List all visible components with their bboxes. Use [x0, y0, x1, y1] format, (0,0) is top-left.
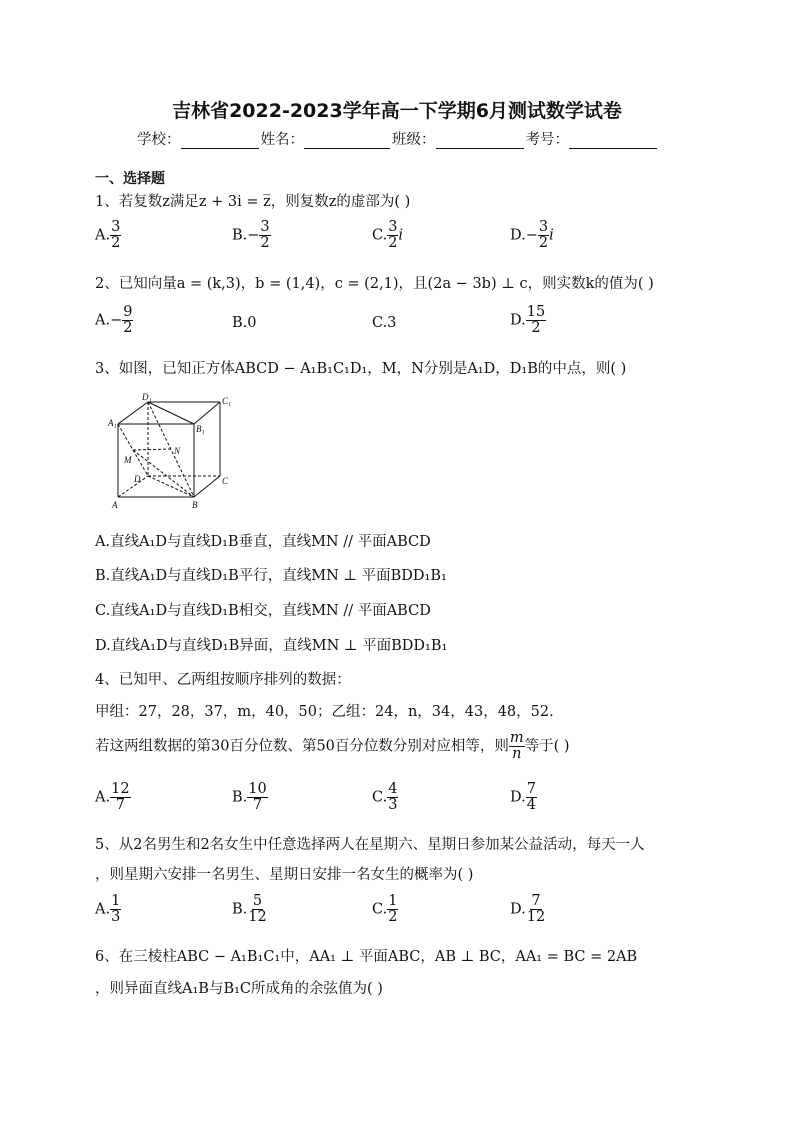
name-label: 姓名： — [260, 132, 304, 148]
class-label: 班级： — [392, 132, 436, 148]
q3-option-a: A.直线A₁D与直线D₁B垂直，直线MN // 平面ABCD — [95, 534, 431, 550]
q1-option-c: C. $\frac{3}{2}$ i — [372, 219, 404, 252]
student-info-line — [0, 128, 794, 149]
q2-option-a: A.− $\frac{9}{2}$ — [95, 304, 133, 337]
q1-option-d: D.− $\frac{3}{2}$ i — [510, 219, 554, 252]
school-label: 学校： — [137, 132, 181, 148]
q4-option-a: A. $\frac{12}{7}$ — [95, 781, 130, 814]
q4-option-d: D. $\frac{7}{4}$ — [510, 781, 536, 814]
cube-diagram — [98, 392, 243, 514]
school-blank — [181, 132, 259, 149]
q2-option-d: D. $\frac{15}{2}$ — [510, 304, 546, 337]
q1-option-b: B.− $\frac{3}{2}$ — [232, 219, 270, 252]
label-b: B — [192, 500, 198, 510]
question-5-line-2: ，则星期六安排一名男生、星期日安排一名女生的概率为( ) — [95, 867, 474, 883]
label-c1: C₁ — [222, 396, 232, 406]
exam-number-label: 考号： — [525, 132, 569, 148]
q1-option-a: A. $\frac{3}{2}$ — [95, 219, 121, 252]
exam-title: 吉林省2022-2023学年高一下学期6月测试数学试卷 — [172, 100, 622, 122]
label-c: C — [222, 476, 229, 486]
question-5-line-1: 5、从2名男生和2名女生中任意选择两人在星期六、星期日参加某公益活动，每天一人 — [95, 837, 645, 853]
name-blank — [304, 132, 390, 149]
label-n: N — [174, 446, 181, 456]
question-6-line-2: ，则异面直线A₁B与B₁C所成角的余弦值为( ) — [95, 981, 383, 997]
label-d1: D₁ — [142, 392, 152, 402]
question-4: 4、已知甲、乙两组按顺序排列的数据： — [95, 672, 351, 688]
q2-option-c: C.3 — [372, 315, 397, 331]
label-b1: B₁ — [196, 424, 205, 434]
q4-option-c: C. $\frac{4}{3}$ — [372, 781, 398, 814]
q2-option-b: B.0 — [232, 315, 257, 331]
question-3: 3、如图，已知正方体ABCD − A₁B₁C₁D₁，M，N分别是A₁D，D₁B的中点，则( ) — [95, 361, 627, 377]
q3-option-d: D.直线A₁D与直线D₁B异面，直线MN ⊥ 平面BDD₁B₁ — [95, 638, 448, 654]
q5-option-c: C. $\frac{1}{2}$ — [372, 893, 398, 926]
class-blank — [436, 132, 524, 149]
q4-question: 若这两组数据的第30百分位数、第50百分位数分别对应相等，则 $\frac{m}{n}$ 等于( ) — [95, 730, 570, 763]
q3-option-b: B.直线A₁D与直线D₁B平行，直线MN ⊥ 平面BDD₁B₁ — [95, 568, 447, 584]
question-6-line-1: 6、在三棱柱ABC − A₁B₁C₁中，AA₁ ⊥ 平面ABC，AB ⊥ BC，AA₁ = BC = 2AB — [95, 949, 638, 965]
label-m: M — [124, 455, 132, 465]
q3-option-c: C.直线A₁D与直线D₁B相交，直线MN // 平面ABCD — [95, 603, 431, 619]
q4-option-b: B. $\frac{10}{7}$ — [232, 781, 267, 814]
label-a1: A₁ — [108, 418, 117, 428]
label-d: D — [134, 474, 141, 484]
q4-data: 甲组：27，28，37，m，40，50；乙组：24，n，34，43，48，52. — [95, 704, 554, 720]
question-2: 2、已知向量a = (k,3)，b = (1,4)，c = (2,1)，且(2a − 3b) ⊥ c，则实数k的值为( ) — [95, 276, 654, 292]
q5-option-d: D. $\frac{7}{12}$ — [510, 893, 546, 926]
q5-option-b: B. $\frac{5}{12}$ — [232, 893, 267, 926]
q5-option-a: A. $\frac{1}{3}$ — [95, 893, 121, 926]
cube-figure — [98, 392, 243, 518]
question-1: 1、若复数z满足z + 3i = z̅，则复数z的虚部为( ) — [95, 194, 411, 210]
exam-number-blank — [569, 132, 657, 149]
label-a: A — [112, 500, 118, 510]
section-heading: 一、选择题 — [95, 171, 165, 187]
